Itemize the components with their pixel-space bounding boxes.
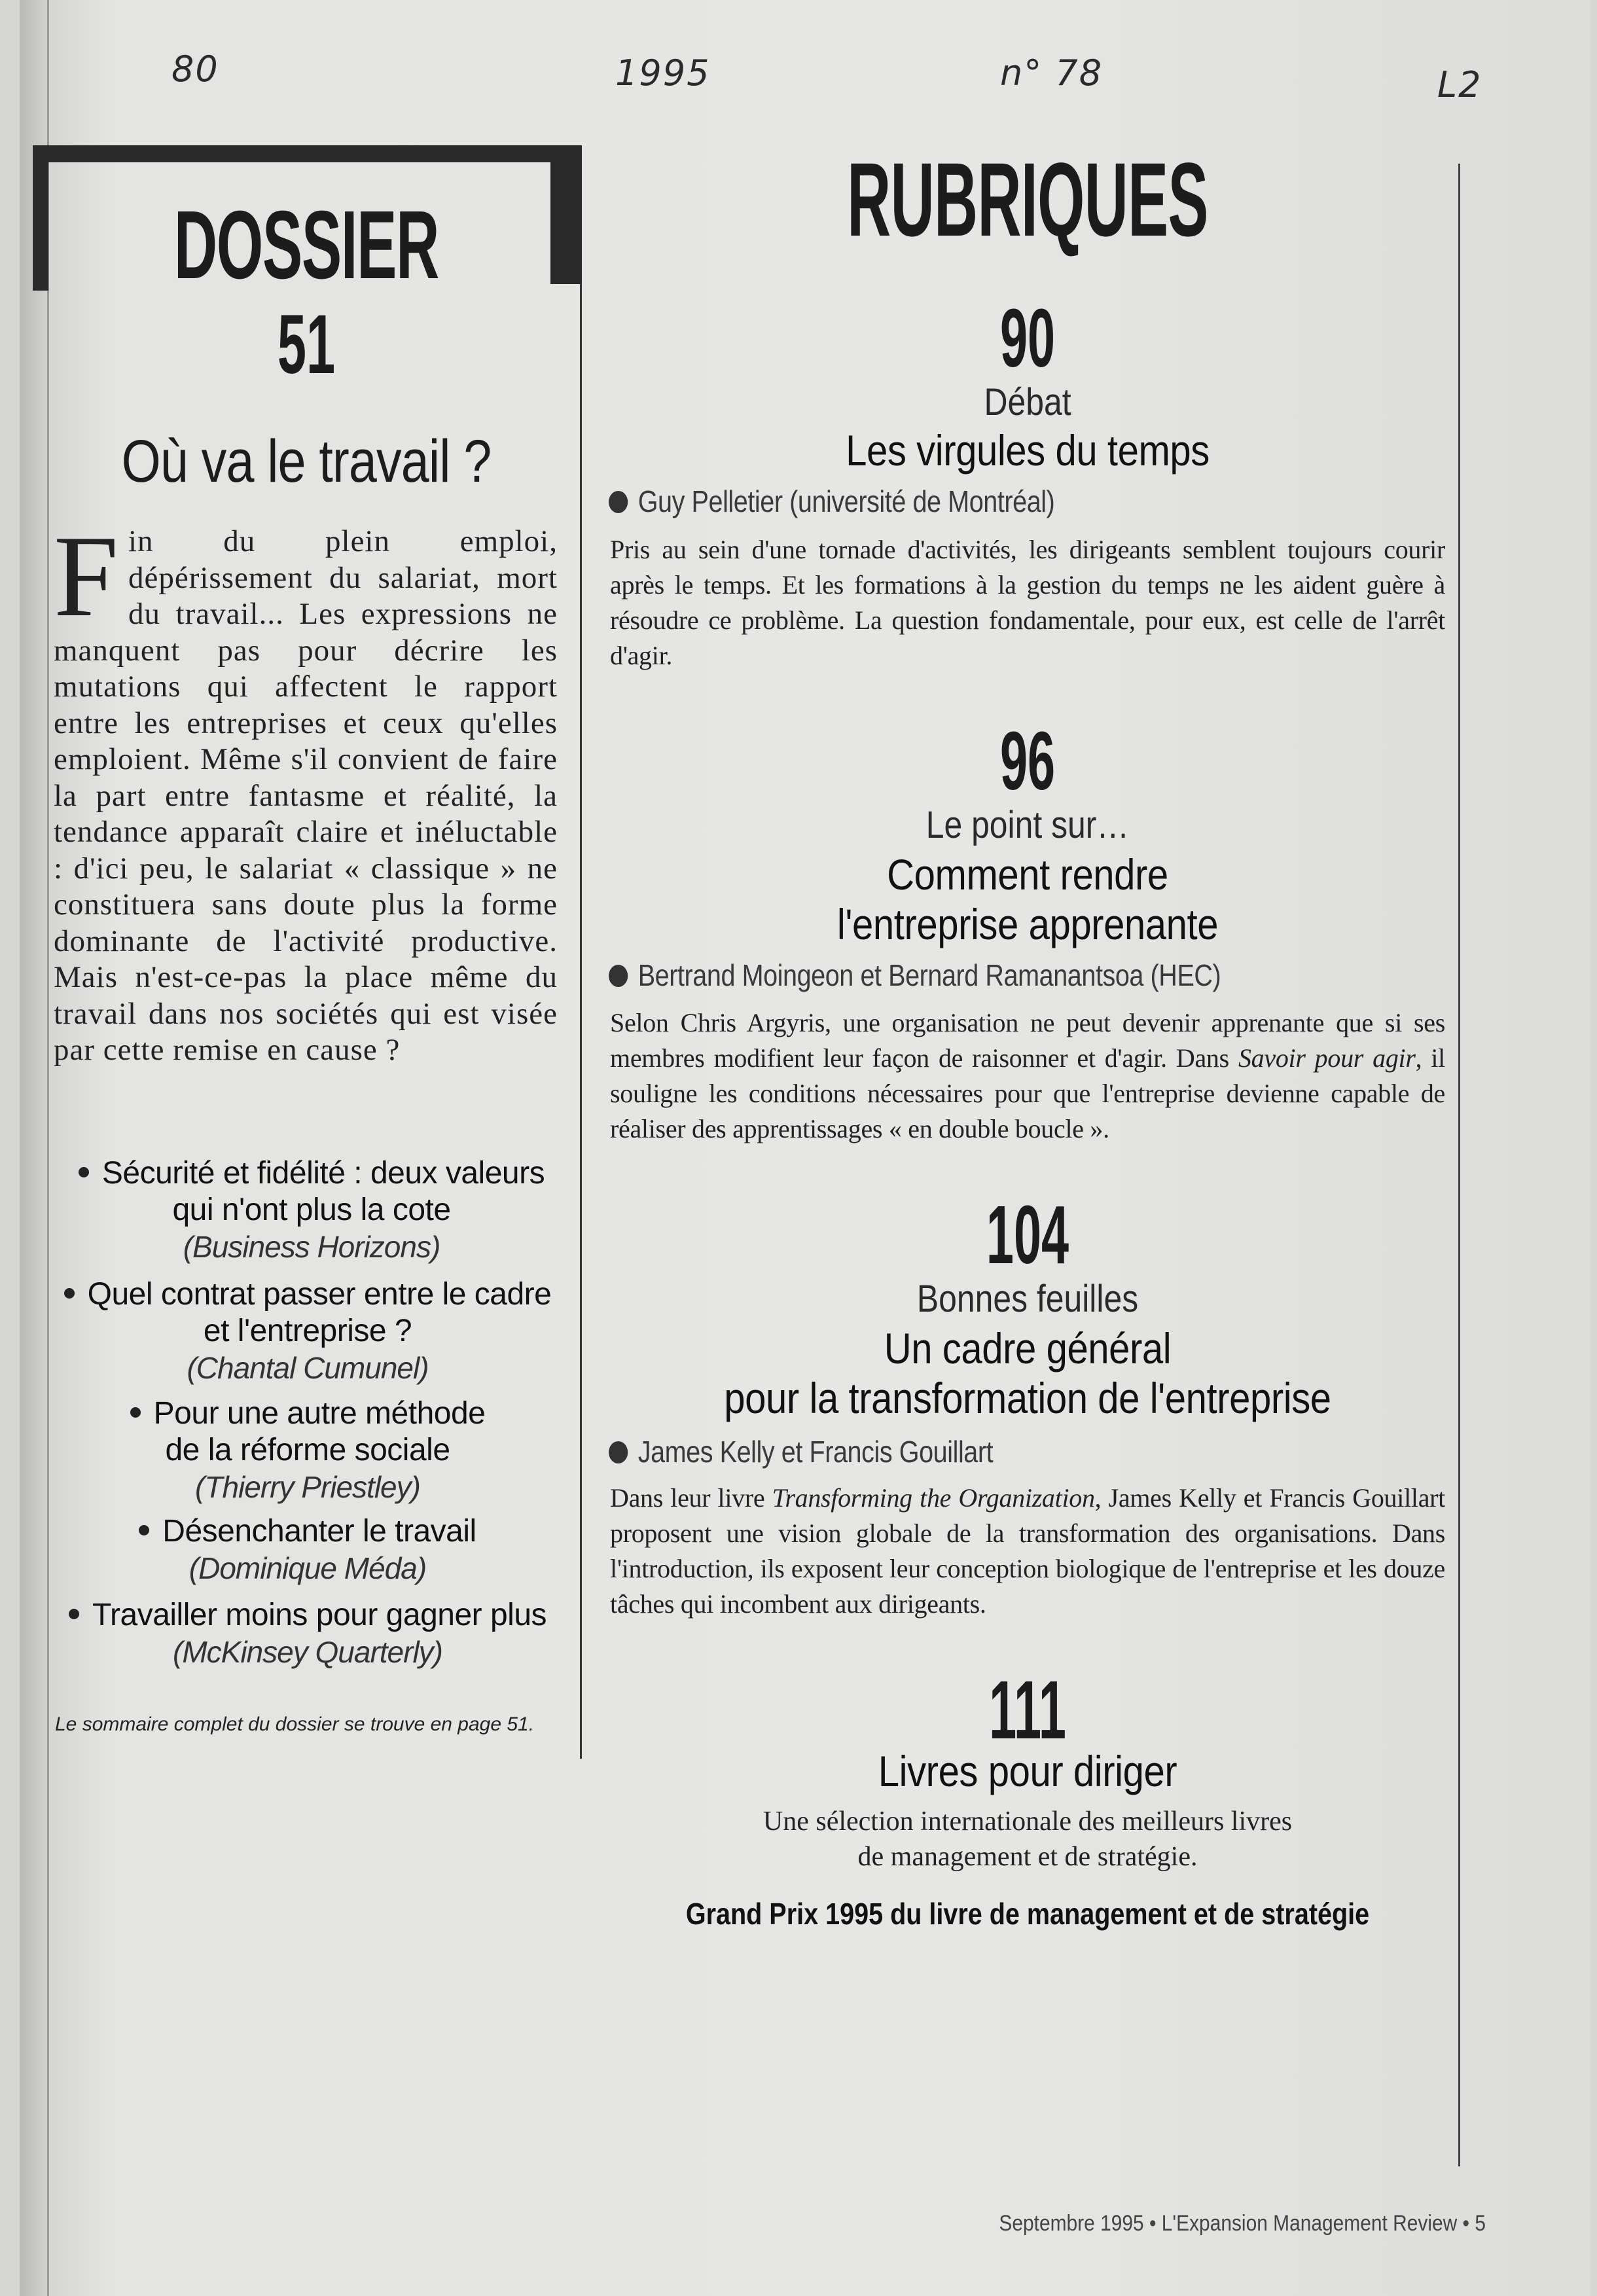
entry-author bbox=[609, 483, 1340, 520]
entry-body: Une sélection internationale des meilleurs livres bbox=[763, 1806, 1293, 1837]
entry-body bbox=[610, 1480, 1445, 1622]
item-title: Désenchanter le travail bbox=[162, 1514, 476, 1549]
dossier-item bbox=[118, 1513, 497, 1587]
handwritten-number: 80 bbox=[171, 48, 219, 90]
grand-prix-note: Grand Prix 1995 du livre de management et de stratégie bbox=[685, 1897, 1370, 1931]
bullet-icon bbox=[609, 491, 628, 513]
entry-headline: Comment rendre bbox=[887, 850, 1168, 899]
frame-right-bar bbox=[550, 145, 582, 284]
entry-page-number: 90 bbox=[999, 292, 1056, 384]
dossier-footnote: Le sommaire complet du dossier se trouve en page 51. bbox=[55, 1713, 535, 1735]
item-source: (Chantal Cumunel) bbox=[187, 1351, 429, 1385]
frame-left-bar bbox=[33, 145, 48, 291]
item-title: Travailler moins pour gagner plus bbox=[92, 1598, 547, 1632]
item-source: (Thierry Priestley) bbox=[195, 1470, 420, 1504]
page-footer bbox=[984, 2211, 1486, 2236]
item-title-cont: de la réforme sociale bbox=[165, 1433, 450, 1467]
item-title: Quel contrat passer entre le cadre bbox=[87, 1277, 552, 1312]
bullet-icon bbox=[79, 1167, 89, 1177]
author-text: James Kelly et Francis Gouillart bbox=[637, 1435, 994, 1469]
separator-dot: • bbox=[1149, 2211, 1162, 2236]
frame-top-bar bbox=[33, 145, 580, 162]
intro-text: in du plein emploi, dépérissement du salariat, mort du travail... Les expressions ne manquent pas pour décrire les mutations qui affectent le rapport entre les entreprises et ceux qu'elles emploient. Même s'il convient de faire la part entre fantasme et réalité, la tendance apparaît claire et inéluctable : d'ici peu, le salariat « classique » ne constituera sans doute plus la forme dominante de l'activité productive. Mais n'est-ce-pas la place même du travail dans nos sociétés qui est visée par cette remise en cause ? bbox=[54, 524, 558, 1067]
body-text: Selon Chris Argyris, une organisation ne peut devenir apprenante que si ses membres modifient leur façon de raisonner et d'agir. Dans bbox=[610, 1008, 1445, 1073]
dossier-intro bbox=[54, 511, 558, 1069]
entry-kicker: Le point sur… bbox=[925, 804, 1130, 846]
author-text: Guy Pelletier (université de Montréal) bbox=[637, 484, 1055, 518]
entry-body: Pris au sein d'une tornade d'activités, les dirigeants semblent toujours courir après le temps. Et les formations à la gestion du temps ne les aident guère à résoudre ce problème. La question fondamentale, pour eux, est celle de l'arrêt d'agir. bbox=[610, 535, 1445, 670]
dossier-item bbox=[59, 1276, 556, 1386]
dossier-headline: Où va le travail ? bbox=[121, 428, 492, 495]
entry-headline-cont: l'entreprise apprenante bbox=[836, 900, 1219, 948]
entry-kicker: Bonnes feuilles bbox=[916, 1278, 1139, 1320]
bullet-icon bbox=[139, 1525, 149, 1535]
item-title-cont: qui n'ont plus la cote bbox=[172, 1193, 451, 1227]
book-title: Transforming the Organization bbox=[772, 1483, 1095, 1513]
entry-page-number: 96 bbox=[999, 715, 1056, 807]
dossier-item bbox=[118, 1395, 497, 1505]
dossier-item bbox=[63, 1155, 560, 1265]
entry-page-number: 104 bbox=[986, 1189, 1069, 1281]
entry-body-cont: de management et de stratégie. bbox=[857, 1842, 1198, 1872]
item-source: (McKinsey Quarterly) bbox=[173, 1635, 442, 1669]
column-rule bbox=[1458, 164, 1460, 2166]
entry-kicker: Débat bbox=[984, 381, 1071, 423]
item-title: Pour une autre méthode bbox=[153, 1396, 486, 1431]
entry-body bbox=[610, 1005, 1445, 1147]
book-title: Savoir pour agir bbox=[1238, 1043, 1416, 1073]
footer-page-number: 5 bbox=[1475, 2211, 1486, 2236]
entry-headline: Livres pour diriger bbox=[878, 1747, 1177, 1795]
separator-dot: • bbox=[1462, 2211, 1475, 2236]
bullet-icon bbox=[130, 1407, 141, 1418]
drop-cap: F bbox=[54, 511, 119, 641]
bullet-icon bbox=[64, 1288, 75, 1299]
entry-page-number: 111 bbox=[989, 1664, 1066, 1756]
item-title-cont: et l'entreprise ? bbox=[203, 1314, 412, 1348]
entry-author bbox=[609, 957, 1340, 994]
item-title: Sécurité et fidélité : deux valeurs bbox=[101, 1156, 545, 1191]
entry-headline: Les virgules du temps bbox=[846, 426, 1210, 475]
item-source: (Business Horizons) bbox=[183, 1230, 440, 1264]
dossier-label: DOSSIER bbox=[173, 191, 439, 299]
bullet-icon bbox=[69, 1609, 79, 1619]
handwritten-year: 1995 bbox=[615, 52, 711, 94]
bullet-icon bbox=[609, 965, 628, 987]
author-text: Bertrand Moingeon et Bernard Ramanantsoa (HEC) bbox=[637, 958, 1221, 992]
body-text: , il souligne les conditions nécessaires pour que l'entreprise devienne capable de réaliser des apprentissages « en double boucle ». bbox=[610, 1043, 1445, 1143]
bullet-icon bbox=[609, 1441, 628, 1463]
entry-author bbox=[609, 1433, 1340, 1470]
body-text: Dans leur livre bbox=[610, 1483, 772, 1513]
handwritten-issue: n° 78 bbox=[1000, 52, 1104, 94]
footer-magazine: L'Expansion Management Review bbox=[1161, 2211, 1458, 2236]
entry-headline-cont: pour la transformation de l'entreprise bbox=[724, 1374, 1331, 1422]
footer-date: Septembre 1995 bbox=[999, 2211, 1144, 2236]
rubriques-label: RUBRIQUES bbox=[847, 141, 1208, 258]
entry-headline: Un cadre général bbox=[884, 1324, 1172, 1372]
item-source: (Dominique Méda) bbox=[188, 1551, 427, 1585]
handwritten-code: L2 bbox=[1437, 64, 1482, 105]
body-text: , James Kelly et Francis Gouillart proposent une vision globale de la transformation des organisations. Dans l'introduction, ils exposent leur conception biologique de l'entreprise et les douze tâches qui incombent aux dirigeants. bbox=[610, 1483, 1445, 1619]
dossier-item bbox=[59, 1597, 556, 1670]
dossier-page-number: 51 bbox=[277, 298, 336, 391]
